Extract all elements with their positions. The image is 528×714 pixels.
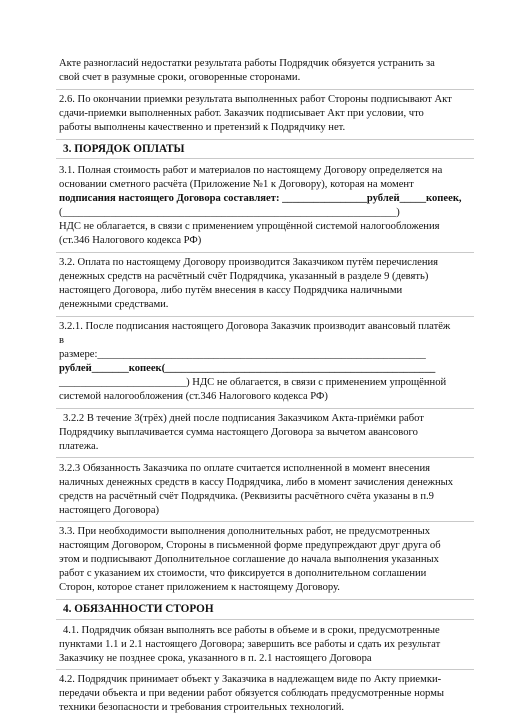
- text-line: Акте разногласий недостатки результата работы Подрядчик обязуется устранить за: [59, 58, 435, 69]
- text-line: передачи объекта и при ведении работ обязуется соблюдать предусмотренные нормы: [59, 688, 445, 699]
- text-line: Сторон, которое станет приложением к настоящему Договору.: [59, 582, 340, 593]
- text-line: 4.2. Подрядчик принимает объект у Заказчика в надлежащем виде по Акту приемки-: [59, 674, 442, 685]
- text-line: 3.2.1. После подписания настоящего Договора Заказчик производит авансовый платёж: [59, 321, 451, 332]
- text-line: денежных средств на расчётный счёт Подрядчика, указанный в разделе 9 (девять): [59, 271, 429, 282]
- divider: [56, 139, 474, 140]
- text-line: 3.2.3 Обязанность Заказчика по оплате считается исполненной в момент внесения: [59, 463, 430, 474]
- text-line: наличных денежных средств в кассу Подрядчика, либо в момент зачисления денежных: [59, 477, 454, 488]
- text-line: настоящим Договором, Стороны в письменной форме предупреждают друг друга об: [59, 540, 441, 551]
- text-line: 3.2.2 В течение 3(трёх) дней после подписания Заказчиком Акта-приёмки работ: [63, 413, 424, 424]
- divider: [56, 158, 474, 159]
- divider: [56, 599, 474, 600]
- text-line: 3.1. Полная стоимость работ и материалов по настоящему Договору определяется на: [59, 165, 443, 176]
- section-heading: 4. ОБЯЗАННОСТИ СТОРОН: [63, 603, 214, 615]
- divider: [56, 252, 474, 253]
- text-line: НДС не облагается, в связи с применением упрощённой системой налогообложения: [59, 221, 440, 232]
- text-line: 2.6. По окончании приемки результата выполненных работ Стороны подписывают Акт: [59, 94, 452, 105]
- text-line: основании сметного расчёта (Приложение №1 к Договору), которая на момент: [59, 179, 414, 190]
- text-line: (ст.346 Налогового кодекса РФ): [59, 235, 202, 246]
- text-line: техники безопасности и требования строительных технологий.: [59, 702, 345, 713]
- text-line: размере:______________________________________________________________: [59, 349, 426, 360]
- text-line: сдачи-приемки выполненных работ. Заказчик подписывает Акт при условии, что: [59, 108, 424, 119]
- text-line: рублей_______копеек(___________________________________________________: [59, 363, 436, 374]
- text-line: свой счет в разумные сроки, оговоренные сторонами.: [59, 72, 301, 83]
- text-line: ________________________) НДС не облагается, в связи с применением упрощённой: [59, 377, 447, 388]
- text-line: Заказчику не позднее срока, указанного в п. 2.1 настоящего Договора: [59, 653, 372, 664]
- text-line: 3.3. При необходимости выполнения дополнительных работ, не предусмотренных: [59, 526, 431, 537]
- divider: [56, 521, 474, 522]
- text-line: (_______________________________________________________________): [59, 207, 400, 218]
- text-line: средств на расчётный счёт Подрядчика. (Реквизиты расчётного счёта указаны в п.9: [59, 491, 434, 502]
- divider: [56, 619, 474, 620]
- text-line: Подрядчику выплачивается сумма настоящего Договора за вычетом авансового: [59, 427, 418, 438]
- text-line: настоящего Договора): [59, 505, 160, 516]
- text-line: пунктами 1.1 и 2.1 настоящего Договора; завершить все работы и сдать их результат: [59, 639, 441, 650]
- divider: [56, 408, 474, 409]
- text-line: подписания настоящего Договора составляет: ________________рублей_____копеек,: [59, 193, 462, 204]
- text-line: в: [59, 335, 65, 346]
- divider: [56, 669, 474, 670]
- text-line: настоящего Договора, либо путём внесения в кассу Подрядчика наличными: [59, 285, 403, 296]
- text-line: 3.2. Оплата по настоящему Договору производится Заказчиком путём перечисления: [59, 257, 439, 268]
- text-line: платежа.: [59, 441, 99, 452]
- divider: [56, 89, 474, 90]
- text-line: системой налогообложения (ст.346 Налогового кодекса РФ): [59, 391, 328, 402]
- divider: [56, 457, 474, 458]
- section-heading: 3. ПОРЯДОК ОПЛАТЫ: [63, 143, 185, 155]
- divider: [56, 316, 474, 317]
- text-line: работ с указанием их стоимости, что фиксируется в дополнительном соглашении: [59, 568, 427, 579]
- text-line: 4.1. Подрядчик обязан выполнять все работы в объеме и в сроки, предусмотренные: [63, 625, 440, 636]
- text-line: работы выполнены качественно и претензий к Подрядчику нет.: [59, 122, 346, 133]
- text-line: денежными средствами.: [59, 299, 169, 310]
- text-line: этом и подписывают Дополнительное соглашение до начала выполнения указанных: [59, 554, 439, 565]
